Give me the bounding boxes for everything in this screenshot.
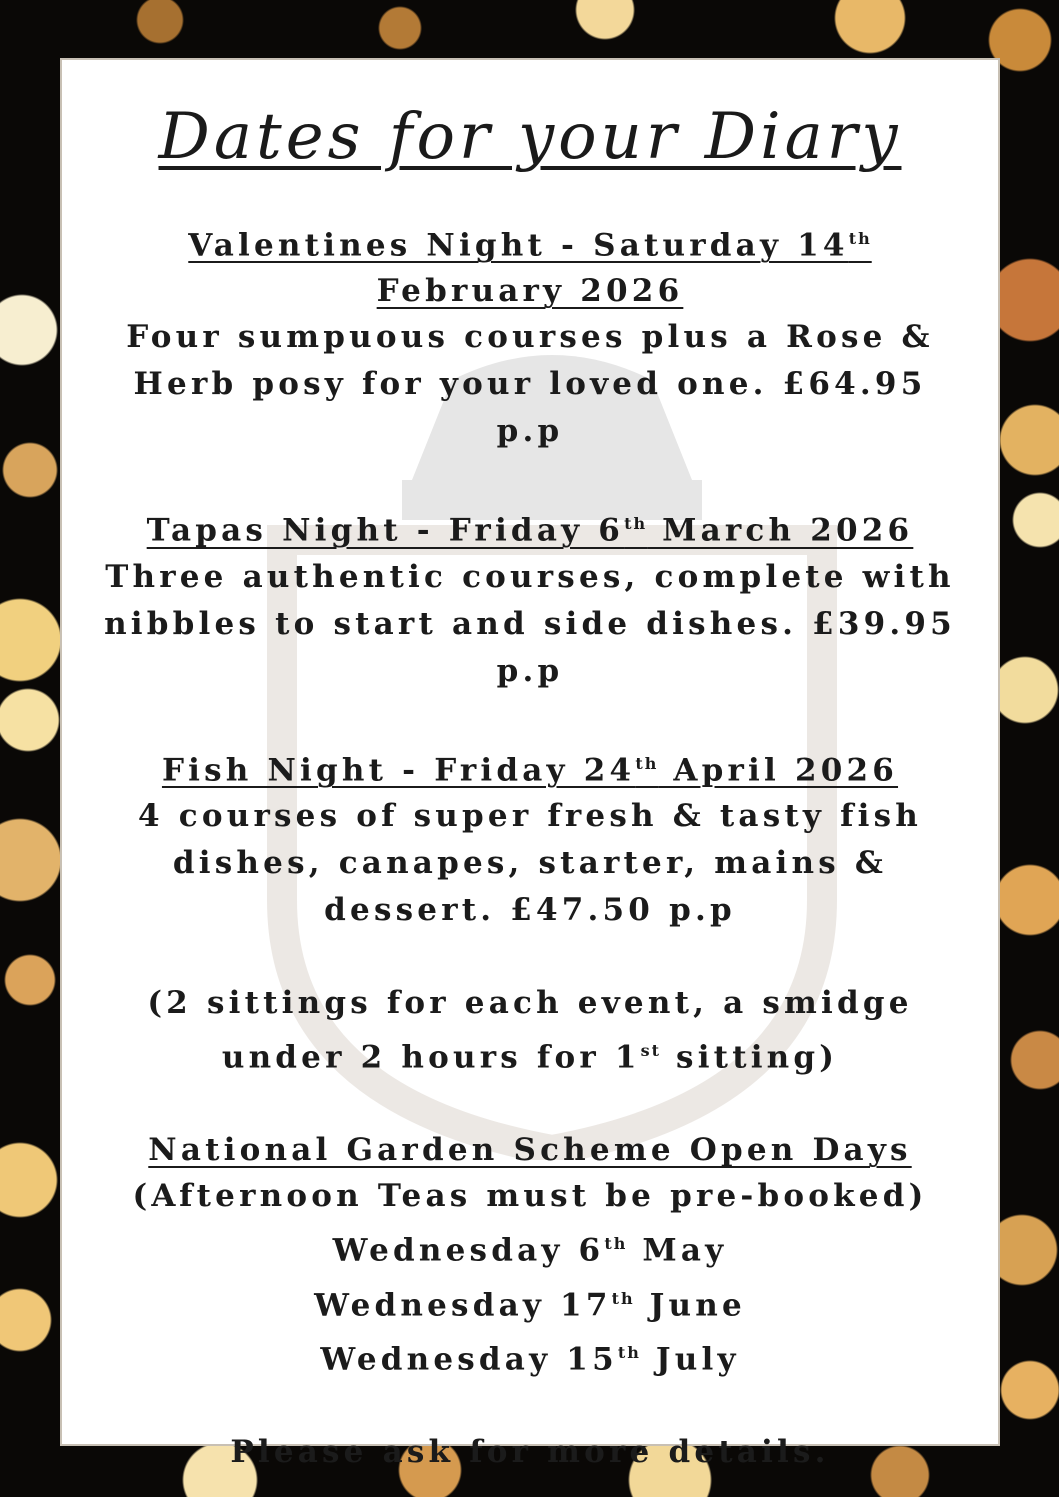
fish-heading-sup: th [635, 753, 659, 773]
valentines-line-3: p.p [496, 413, 564, 450]
valentines-heading-sup: th [848, 229, 872, 248]
flyer-card [60, 58, 1000, 1471]
fish-line-1: 4 courses of super fresh & tasty fish [138, 797, 922, 834]
tapas-heading [62, 501, 998, 553]
valentines-heading-line2: February 2026 [376, 273, 684, 310]
fish-line-2: dishes, canapes, starter, mains & [172, 844, 888, 881]
tapas-line-3: p.p [496, 652, 564, 689]
ngs-date-2 [62, 1275, 998, 1329]
valentines-line-1: Four sumpuous courses plus a Rose & [126, 319, 934, 356]
tapas-heading-sup: th [624, 514, 648, 534]
tapas-section [62, 501, 998, 694]
valentines-heading-main: Valentines Night - Saturday 14 [188, 227, 849, 264]
valentines-heading [62, 216, 998, 268]
ngs-date-3 [62, 1329, 998, 1383]
ngs-date-3-post: July [640, 1341, 740, 1378]
ngs-heading: National Garden Scheme Open Days [148, 1132, 912, 1169]
tapas-line-1: Three authentic courses, complete with [105, 558, 955, 595]
fish-heading-post: April 2026 [658, 751, 899, 788]
ngs-date-1-pre: Wednesday 6 [332, 1232, 605, 1269]
ngs-date-3-sup: th [617, 1342, 641, 1362]
page-title: Dates for your Diary [158, 100, 902, 174]
footer-text: Please ask for more details. [230, 1434, 830, 1471]
ngs-date-2-pre: Wednesday 17 [314, 1286, 612, 1323]
ngs-date-1 [62, 1220, 998, 1274]
fish-line-3: dessert. £47.50 p.p [324, 891, 736, 928]
tapas-heading-post: March 2026 [647, 512, 914, 549]
ngs-date-1-post: May [627, 1232, 728, 1269]
sittings-line-2 [62, 1027, 998, 1081]
ngs-date-2-post: June [634, 1286, 746, 1323]
fish-section [62, 741, 998, 934]
ngs-section [62, 1127, 998, 1383]
fish-heading [62, 741, 998, 793]
ngs-note: (Afternoon Teas must be pre-booked) [132, 1178, 928, 1215]
sittings-line-2-post: sitting) [661, 1039, 839, 1076]
valentines-line-2: Herb posy for your loved one. £64.95 [133, 366, 927, 403]
sittings-line-2-sup: st [640, 1040, 662, 1060]
ngs-date-3-pre: Wednesday 15 [320, 1341, 618, 1378]
sittings-line-2-pre: under 2 hours for 1 [221, 1039, 641, 1076]
valentines-section [62, 216, 998, 455]
fish-heading-pre: Fish Night - Friday 24 [161, 751, 636, 788]
ngs-date-1-sup: th [604, 1234, 628, 1254]
sittings-section [62, 980, 998, 1081]
sittings-line-1: (2 sittings for each event, a smidge [147, 984, 913, 1021]
tapas-heading-pre: Tapas Night - Friday 6 [146, 512, 625, 549]
tapas-line-2: nibbles to start and side dishes. £39.95 [104, 605, 956, 642]
ngs-date-2-sup: th [611, 1288, 635, 1308]
flyer-content [62, 60, 998, 1476]
